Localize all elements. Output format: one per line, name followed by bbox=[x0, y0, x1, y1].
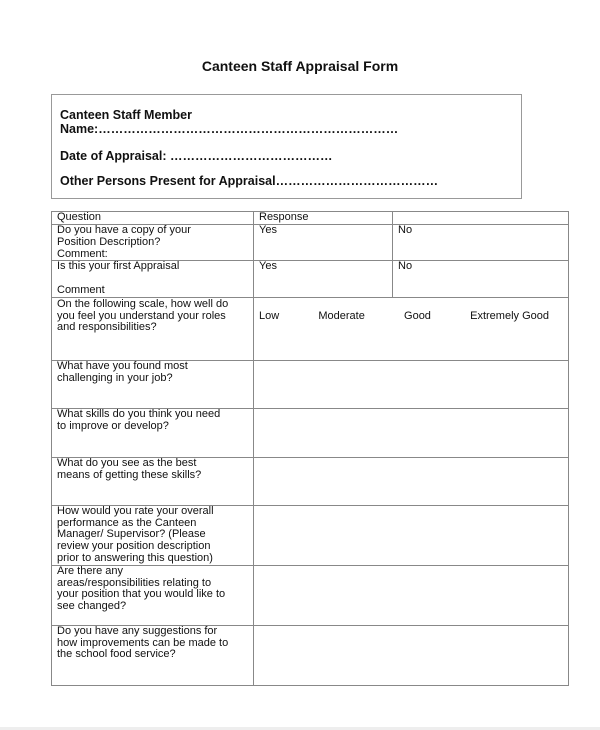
table-row bbox=[52, 261, 569, 297]
yes-option[interactable]: Yes bbox=[254, 225, 393, 261]
form-title: Canteen Staff Appraisal Form bbox=[201, 58, 399, 74]
response-cell[interactable] bbox=[254, 408, 569, 457]
appraisal-table bbox=[51, 211, 569, 686]
response-cell[interactable] bbox=[254, 565, 569, 625]
table-row bbox=[52, 408, 569, 457]
scale-moderate[interactable]: Moderate bbox=[318, 309, 365, 322]
response-cell[interactable] bbox=[254, 625, 569, 685]
table-row bbox=[52, 360, 569, 408]
scale-good[interactable]: Good bbox=[404, 309, 431, 322]
name-field[interactable]: Name:……………………………………………………………… bbox=[60, 122, 399, 136]
question-cell: What do you see as the best means of getting these skills? bbox=[52, 457, 254, 505]
others-present-field[interactable]: Other Persons Present for Appraisal………………………………… bbox=[60, 174, 439, 188]
response-cell[interactable] bbox=[254, 360, 569, 408]
table-row bbox=[52, 505, 569, 565]
question-cell: On the following scale, how well do you feel you understand your roles and responsibilities? bbox=[52, 297, 254, 360]
rating-scale-cell bbox=[254, 297, 569, 360]
table-row bbox=[52, 565, 569, 625]
question-cell: Are there any areas/responsibilities relating to your position that you would like to see changed? bbox=[52, 565, 254, 625]
question-cell: How would you rate your overall performance as the Canteen Manager/ Supervisor? (Please review your position description prior to answering this question) bbox=[52, 505, 254, 565]
scale-low[interactable]: Low bbox=[259, 309, 280, 322]
table-row bbox=[52, 457, 569, 505]
response-cell[interactable] bbox=[254, 457, 569, 505]
question-cell: What skills do you think you need to improve or develop? bbox=[52, 408, 254, 457]
question-cell: Do you have any suggestions for how improvements can be made to the school food service? bbox=[52, 625, 254, 685]
question-cell: Do you have a copy of your Position Description? Comment: bbox=[52, 225, 254, 261]
yes-option[interactable]: Yes bbox=[254, 261, 393, 297]
table-header-row bbox=[52, 212, 569, 225]
response-header: Response bbox=[254, 212, 393, 225]
table-row bbox=[52, 225, 569, 261]
staff-info-box bbox=[51, 94, 522, 199]
question-header: Question bbox=[52, 212, 254, 225]
no-option[interactable]: No bbox=[393, 225, 569, 261]
question-cell: Is this your first Appraisal Comment bbox=[52, 261, 254, 297]
response-cell[interactable] bbox=[254, 505, 569, 565]
question-cell: What have you found most challenging in your job? bbox=[52, 360, 254, 408]
member-label: Canteen Staff Member bbox=[60, 108, 192, 122]
no-option[interactable]: No bbox=[393, 261, 569, 297]
table-row bbox=[52, 625, 569, 685]
date-field[interactable]: Date of Appraisal: ………………………………… bbox=[60, 149, 333, 163]
table-row bbox=[52, 297, 569, 360]
scale-extremely-good[interactable]: Extremely Good bbox=[470, 309, 549, 322]
